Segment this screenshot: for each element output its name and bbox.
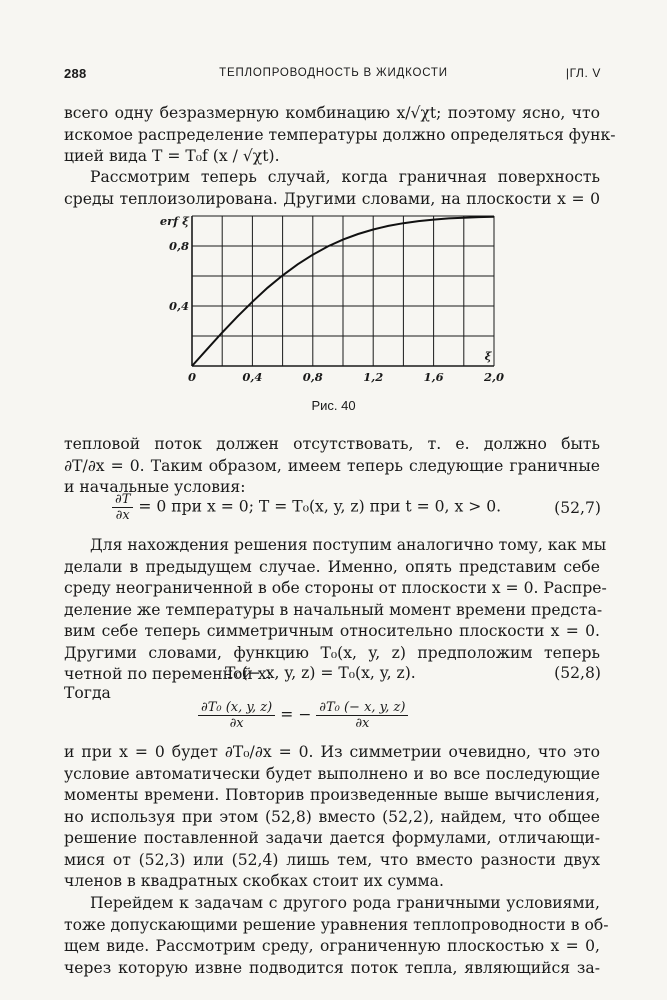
text-line: через которую извне подводится поток тепла, являющийся за- xyxy=(64,958,600,977)
denominator: ∂x xyxy=(115,508,130,523)
text-line: вим себе теперь симметричным относительно плоскости x = 0. xyxy=(64,622,600,640)
paragraph-4 xyxy=(64,535,607,686)
x-tick-label: 0,4 xyxy=(242,370,263,384)
x-tick-label: 0 xyxy=(187,370,197,384)
y-axis-label: erf ξ xyxy=(160,214,189,228)
text-line: тоже допускающими решение уравнения теплопроводности в об- xyxy=(64,915,609,934)
text-line: членов в квадратных скобках стоит их сумма. xyxy=(64,872,444,890)
text-line: и при x = 0 будет ∂T₀/∂x = 0. Из симметрии очевидно, что это xyxy=(64,743,600,761)
figure-caption: Рис. 40 xyxy=(311,398,356,413)
text-line: мися от (52,3) или (52,4) лишь тем, что вместо разности двух xyxy=(64,850,600,869)
equation-52-7 xyxy=(112,492,501,523)
fraction xyxy=(316,700,408,731)
paragraph-2 xyxy=(64,167,600,210)
paragraph-1 xyxy=(64,103,616,168)
text-line: решение поставленной задачи дается формулами, отличающи- xyxy=(64,829,600,847)
y-tick-label: 0,8 xyxy=(168,239,189,253)
text-line: среды теплоизолирована. Другими словами, на плоскости x = 0 xyxy=(64,189,600,208)
text-line: деление же температуры в начальный момент времени предста- xyxy=(64,600,603,619)
equation-text: = 0 при x = 0; T = T₀(x, y, z) при t = 0, x > 0. xyxy=(138,497,502,516)
text-line: Для нахождения решения поступим аналогично тому, как мы xyxy=(90,536,607,554)
numerator: ∂T xyxy=(112,492,133,508)
equation-derivative xyxy=(198,700,408,731)
text-line: условие автоматически будет выполнено и во все последующие xyxy=(64,764,600,783)
text-line: делали в предыдущем случае. Именно, опять представим себе xyxy=(64,557,600,576)
paragraph-3 xyxy=(64,434,600,499)
equation-number: (52,8) xyxy=(554,664,601,682)
y-tick-label: 0,4 xyxy=(168,299,189,313)
equation-52-8: T₀(− x, y, z) = T₀(x, y, z). xyxy=(225,664,416,682)
x-tick-label: 1,6 xyxy=(423,370,444,384)
denominator: ∂x xyxy=(229,716,244,731)
text-line: искомое распределение температуры должно определяться функ- xyxy=(64,125,616,144)
text-line: но используя при этом (52,8) вместо (52,2), найдем, что общее xyxy=(64,807,600,826)
text-line: тепловой поток должен отсутствовать, т. е. должно быть xyxy=(64,435,600,453)
text-line: Перейдем к задачам с другого рода граничными условиями, xyxy=(90,894,600,912)
text-line: и начальные условия: xyxy=(64,478,246,496)
text-line: Другими словами, функцию T₀(x, y, z) предположим теперь xyxy=(64,643,600,662)
equation-number: (52,7) xyxy=(554,499,601,517)
erf-chart xyxy=(160,210,510,390)
numerator: ∂T₀ (x, y, z) xyxy=(198,700,275,716)
x-axis-label: ξ xyxy=(484,349,492,363)
text-line: среду неограниченной в обе стороны от плоскости x = 0. Распре- xyxy=(64,579,607,597)
then-word: Тогда xyxy=(64,684,111,702)
denominator: ∂x xyxy=(355,716,370,731)
text-line: цией вида T = T₀f (x / √χt). xyxy=(64,147,280,165)
paragraph-5 xyxy=(64,742,600,893)
text-line: четной по переменной x: xyxy=(64,665,272,683)
fraction xyxy=(112,492,133,523)
equation-operator: = − xyxy=(280,705,312,724)
x-tick-label: 0,8 xyxy=(302,370,323,384)
x-tick-label: 1,2 xyxy=(363,370,384,384)
numerator: ∂T₀ (− x, y, z) xyxy=(316,700,408,716)
fraction xyxy=(198,700,275,731)
text-line: щем виде. Рассмотрим среду, ограниченную плоскостью x = 0, xyxy=(64,937,600,955)
text-line: моменты времени. Повторив произведенные выше вычисления, xyxy=(64,786,600,804)
paragraph-6 xyxy=(64,893,609,979)
page-number: 288 xyxy=(64,66,87,81)
text-line: Рассмотрим теперь случай, когда граничная поверхность xyxy=(90,168,600,186)
chapter-label: |ГЛ. V xyxy=(565,66,601,80)
x-tick-label: 2,0 xyxy=(483,370,505,384)
text-line: ∂T/∂x = 0. Таким образом, имеем теперь следующие граничные xyxy=(64,456,600,475)
running-title: ТЕПЛОПРОВОДНОСТЬ В ЖИДКОСТИ xyxy=(219,67,448,79)
text-line: всего одну безразмерную комбинацию x/√χt; поэтому ясно, что xyxy=(64,104,600,122)
